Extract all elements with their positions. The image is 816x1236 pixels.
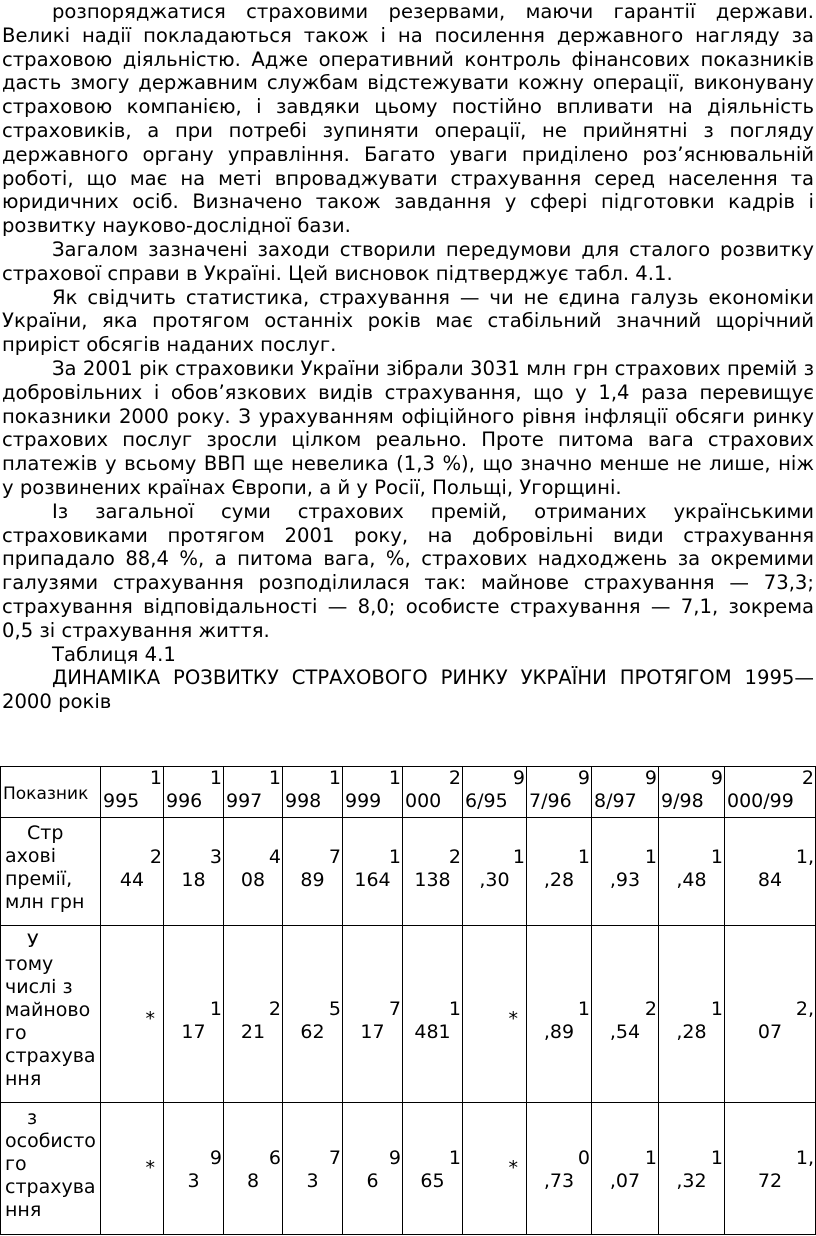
row-label-line: го bbox=[5, 1022, 27, 1044]
data-cell bbox=[343, 1103, 403, 1235]
cell-value-top: 1 bbox=[577, 998, 590, 1020]
row-label-line: ння bbox=[5, 1068, 42, 1090]
header-cell bbox=[725, 767, 816, 818]
cell-value-top: 2 bbox=[644, 998, 657, 1020]
cell-value-top: 7 bbox=[328, 846, 341, 868]
cell-value-rest: 72 bbox=[757, 1170, 783, 1192]
no-data-mark: * bbox=[145, 1008, 155, 1030]
cell-value-rest: ,32 bbox=[676, 1170, 707, 1192]
cell-value-top: 2, bbox=[795, 998, 814, 1020]
cell-value-rest: ,28 bbox=[543, 869, 575, 891]
data-cell bbox=[101, 818, 164, 926]
cell-value-rest: ,54 bbox=[609, 1021, 641, 1043]
cell-value-rest: 08 bbox=[240, 869, 266, 891]
data-cell bbox=[527, 818, 592, 926]
data-cell bbox=[403, 926, 463, 1103]
no-data-mark: * bbox=[508, 1157, 518, 1179]
data-cell bbox=[592, 926, 659, 1103]
row-label-line: тому bbox=[5, 953, 54, 975]
header-year-top: 2 bbox=[801, 767, 814, 789]
cell-value-top: 1 bbox=[209, 998, 222, 1020]
header-year-rest: 998 bbox=[285, 790, 322, 812]
data-cell bbox=[224, 926, 283, 1103]
data-cell bbox=[463, 818, 527, 926]
header-year-top: 9 bbox=[577, 767, 590, 789]
data-cell bbox=[659, 926, 725, 1103]
header-year-top: 9 bbox=[644, 767, 657, 789]
cell-value-rest: 164 bbox=[354, 869, 391, 891]
data-cell bbox=[725, 926, 816, 1103]
paragraph-4: За 2001 рік страховики України зібрали 3031 млн грн страхових премій з добровільних і обов’язкових видів страхування, що у 1,4 раза перевищує показники 2000 року. З урахуванням офіційного рівня інфляції обсяги ринку страхових послуг зросли цілком реально. Проте питома вага страхових платежів у всьому ВВП ще невелика (1,3 %), що значно менше не лише, ніж у розвинених країнах Європи, а й у Росії, Польщі, Угорщині. bbox=[2, 356, 814, 499]
cell-value-top: 1 bbox=[448, 998, 461, 1020]
cell-value-top: 9 bbox=[388, 1147, 401, 1169]
cell-value-rest: ,30 bbox=[479, 869, 510, 891]
row-label-line: У bbox=[27, 930, 39, 952]
header-cell bbox=[164, 767, 224, 818]
data-cell bbox=[343, 926, 403, 1103]
header-year-rest: 000/99 bbox=[727, 790, 794, 812]
cell-value-rest: 18 bbox=[181, 869, 206, 891]
row-label-cell bbox=[1, 926, 101, 1103]
data-cell bbox=[659, 1103, 725, 1235]
data-cell bbox=[659, 818, 725, 926]
cell-value-rest: 65 bbox=[420, 1170, 445, 1192]
data-cell bbox=[101, 1103, 164, 1235]
table-header-row bbox=[1, 767, 816, 818]
cell-value-top: 4 bbox=[268, 846, 281, 868]
cell-value-rest: 481 bbox=[414, 1021, 451, 1043]
data-cell bbox=[592, 818, 659, 926]
cell-value-top: 9 bbox=[209, 1147, 222, 1169]
cell-value-top: 1 bbox=[448, 1147, 461, 1169]
row-label-line: страхува bbox=[5, 1176, 96, 1198]
header-year-top: 1 bbox=[328, 767, 341, 789]
row-label-line: ння bbox=[5, 1199, 42, 1221]
cell-value-rest: ,28 bbox=[676, 1021, 707, 1043]
table-title: ДИНАМІКА РОЗВИТКУ СТРАХОВОГО РИНКУ УКРАЇНИ ПРОТЯГОМ 1995—2000 років bbox=[2, 666, 814, 714]
data-cell bbox=[403, 818, 463, 926]
cell-value-rest: 44 bbox=[119, 869, 145, 891]
cell-value-rest: 3 bbox=[306, 1170, 319, 1192]
cell-value-rest: 17 bbox=[181, 1021, 206, 1043]
row-label-cell bbox=[1, 818, 101, 926]
data-cell bbox=[164, 818, 224, 926]
data-cell bbox=[403, 1103, 463, 1235]
header-year-top: 1 bbox=[149, 767, 162, 789]
data-cell bbox=[101, 926, 164, 1103]
cell-value-top: 6 bbox=[268, 1147, 281, 1169]
cell-value-top: 1 bbox=[512, 846, 525, 868]
statistics-table bbox=[0, 766, 816, 1235]
header-year-rest: 995 bbox=[103, 790, 140, 812]
data-cell bbox=[343, 818, 403, 926]
header-year-rest: 000 bbox=[405, 790, 442, 812]
header-year-top: 9 bbox=[512, 767, 525, 789]
data-cell bbox=[592, 1103, 659, 1235]
row-label-line: майново bbox=[5, 999, 91, 1021]
cell-value-top: 1, bbox=[795, 1147, 814, 1169]
header-year-rest: 999 bbox=[345, 790, 382, 812]
row-label-line: млн грн bbox=[5, 891, 85, 913]
cell-value-top: 2 bbox=[149, 846, 162, 868]
header-label: Показник bbox=[3, 784, 89, 804]
paragraph-1: розпоряджатися страховими резервами, маючи гарантії держави. Великі надії покладаються також і на посилення державного нагляду за страховою діяльністю. Адже оперативний контроль фінансових показників дасть змогу державним службам відстежувати кожну операції, виконувану страховою компанією, і завдяки цьому постійно впливати на діяльність страховиків, а при потребі зупиняти операції, не прийнятні з погляду державного органу управління. Багато уваги приділено роз’яснювальній роботі, що має на меті впроваджувати страхування серед населення та юридичних осіб. Визначено також завдання у сфері підготовки кадрів і розвитку науково-дослідної бази. bbox=[2, 0, 814, 238]
data-cell bbox=[725, 1103, 816, 1235]
cell-value-top: 1 bbox=[577, 846, 590, 868]
header-cell bbox=[527, 767, 592, 818]
cell-value-rest: ,48 bbox=[676, 869, 707, 891]
header-year-rest: 8/97 bbox=[594, 790, 637, 812]
cell-value-top: 1, bbox=[795, 846, 814, 868]
row-label-line: числі з bbox=[5, 976, 73, 998]
cell-value-top: 0 bbox=[577, 1147, 590, 1169]
cell-value-rest: 8 bbox=[246, 1170, 260, 1192]
cell-value-rest: 07 bbox=[757, 1021, 783, 1043]
header-year-top: 1 bbox=[388, 767, 401, 789]
cell-value-rest: ,07 bbox=[609, 1170, 641, 1192]
row-label-line: страхува bbox=[5, 1045, 96, 1067]
cell-value-rest: 3 bbox=[187, 1170, 200, 1192]
header-year-rest: 6/95 bbox=[465, 790, 508, 812]
header-cell bbox=[343, 767, 403, 818]
data-cell bbox=[283, 926, 343, 1103]
cell-value-rest: ,93 bbox=[609, 869, 641, 891]
cell-value-top: 1 bbox=[710, 998, 723, 1020]
cell-value-top: 1 bbox=[710, 1147, 723, 1169]
header-cell bbox=[592, 767, 659, 818]
cell-value-top: 1 bbox=[710, 846, 723, 868]
cell-value-rest: 84 bbox=[757, 869, 783, 891]
data-cell bbox=[527, 926, 592, 1103]
data-cell bbox=[224, 1103, 283, 1235]
header-cell bbox=[224, 767, 283, 818]
header-cell bbox=[403, 767, 463, 818]
no-data-mark: * bbox=[145, 1157, 155, 1179]
paragraph-2: Загалом зазначені заходи створили передумови для сталого розвитку страхової справи в Україні. Цей висновок підтверджує табл. 4.1. bbox=[2, 237, 814, 285]
cell-value-top: 1 bbox=[388, 846, 401, 868]
cell-value-top: 3 bbox=[209, 846, 222, 868]
row-label-line: Стр bbox=[27, 822, 64, 844]
data-cell bbox=[283, 818, 343, 926]
cell-value-rest: 89 bbox=[300, 869, 325, 891]
cell-value-rest: 62 bbox=[300, 1021, 325, 1043]
header-cell bbox=[463, 767, 527, 818]
header-cell bbox=[659, 767, 725, 818]
header-year-rest: 9/98 bbox=[661, 790, 704, 812]
cell-value-top: 2 bbox=[268, 998, 281, 1020]
header-year-rest: 7/96 bbox=[529, 790, 572, 812]
table-row bbox=[1, 818, 816, 926]
cell-value-rest: 6 bbox=[366, 1170, 379, 1192]
data-cell bbox=[463, 1103, 527, 1235]
paragraph-5: Із загальної суми страхових премій, отриманих українськими страховиками протягом 2001 року, на добровільні види страхування припадало 88,4 %, а питома вага, %, страхових надходжень за окремими галузями страхування розподілилася так: майнове страхування — 73,3; страхування відповідальності — 8,0; особисте страхування — 7,1, зокрема 0,5 зі страхування життя. bbox=[2, 499, 814, 642]
header-cell bbox=[283, 767, 343, 818]
header-year-top: 2 bbox=[448, 767, 461, 789]
row-label-line: премії, bbox=[5, 868, 73, 890]
row-label-line: го bbox=[5, 1153, 27, 1175]
cell-value-top: 7 bbox=[328, 1147, 341, 1169]
cell-value-top: 2 bbox=[448, 846, 461, 868]
cell-value-rest: 17 bbox=[360, 1021, 385, 1043]
cell-value-top: 1 bbox=[644, 846, 657, 868]
cell-value-rest: 21 bbox=[240, 1021, 266, 1043]
table-row bbox=[1, 926, 816, 1103]
data-cell bbox=[527, 1103, 592, 1235]
table-row bbox=[1, 1103, 816, 1235]
cell-value-rest: ,73 bbox=[543, 1170, 575, 1192]
data-cell bbox=[224, 818, 283, 926]
data-cell bbox=[164, 1103, 224, 1235]
cell-value-top: 1 bbox=[644, 1147, 657, 1169]
header-year-rest: 997 bbox=[226, 790, 263, 812]
header-cell bbox=[101, 767, 164, 818]
table-label: Таблиця 4.1 bbox=[52, 642, 176, 666]
row-label-line: особисто bbox=[5, 1130, 96, 1152]
cell-value-top: 7 bbox=[388, 998, 401, 1020]
row-label-line: з bbox=[27, 1107, 38, 1129]
header-year-top: 1 bbox=[209, 767, 222, 789]
header-year-top: 1 bbox=[268, 767, 281, 789]
row-label-line: ахові bbox=[5, 845, 56, 867]
data-cell bbox=[164, 926, 224, 1103]
header-year-rest: 996 bbox=[166, 790, 203, 812]
cell-value-top: 5 bbox=[328, 998, 341, 1020]
header-year-top: 9 bbox=[710, 767, 723, 789]
row-label-cell bbox=[1, 1103, 101, 1235]
data-cell bbox=[283, 1103, 343, 1235]
no-data-mark: * bbox=[508, 1008, 518, 1030]
data-cell bbox=[463, 926, 527, 1103]
cell-value-rest: ,89 bbox=[543, 1021, 575, 1043]
cell-value-rest: 138 bbox=[414, 869, 451, 891]
data-cell bbox=[725, 818, 816, 926]
header-cell-label bbox=[1, 767, 101, 818]
paragraph-3: Як свідчить статистика, страхування — чи не єдина галузь економіки України, яка протягом останніх років має стабільний значний щорічний приріст обсягів наданих послуг. bbox=[2, 285, 814, 357]
